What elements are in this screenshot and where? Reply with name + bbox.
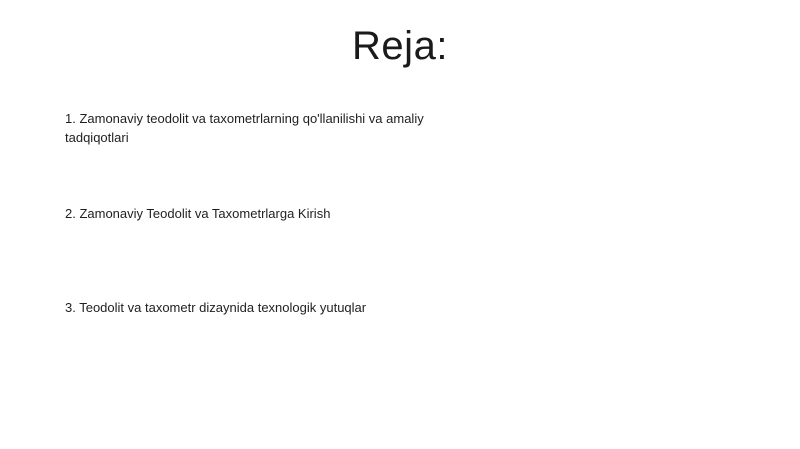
plan-item-3: 3. Teodolit va taxometr dizaynida texnologik yutuqlar <box>65 300 367 315</box>
plan-item-1: 1. Zamonaviy teodolit va taxometrlarning qo'llanilishi va amaliy tadqiqotlari <box>65 111 424 145</box>
plan-item-2: 2. Zamonaviy Teodolit va Taxometrlarga Kirish <box>65 206 331 221</box>
slide-title: Reja: <box>352 24 448 68</box>
